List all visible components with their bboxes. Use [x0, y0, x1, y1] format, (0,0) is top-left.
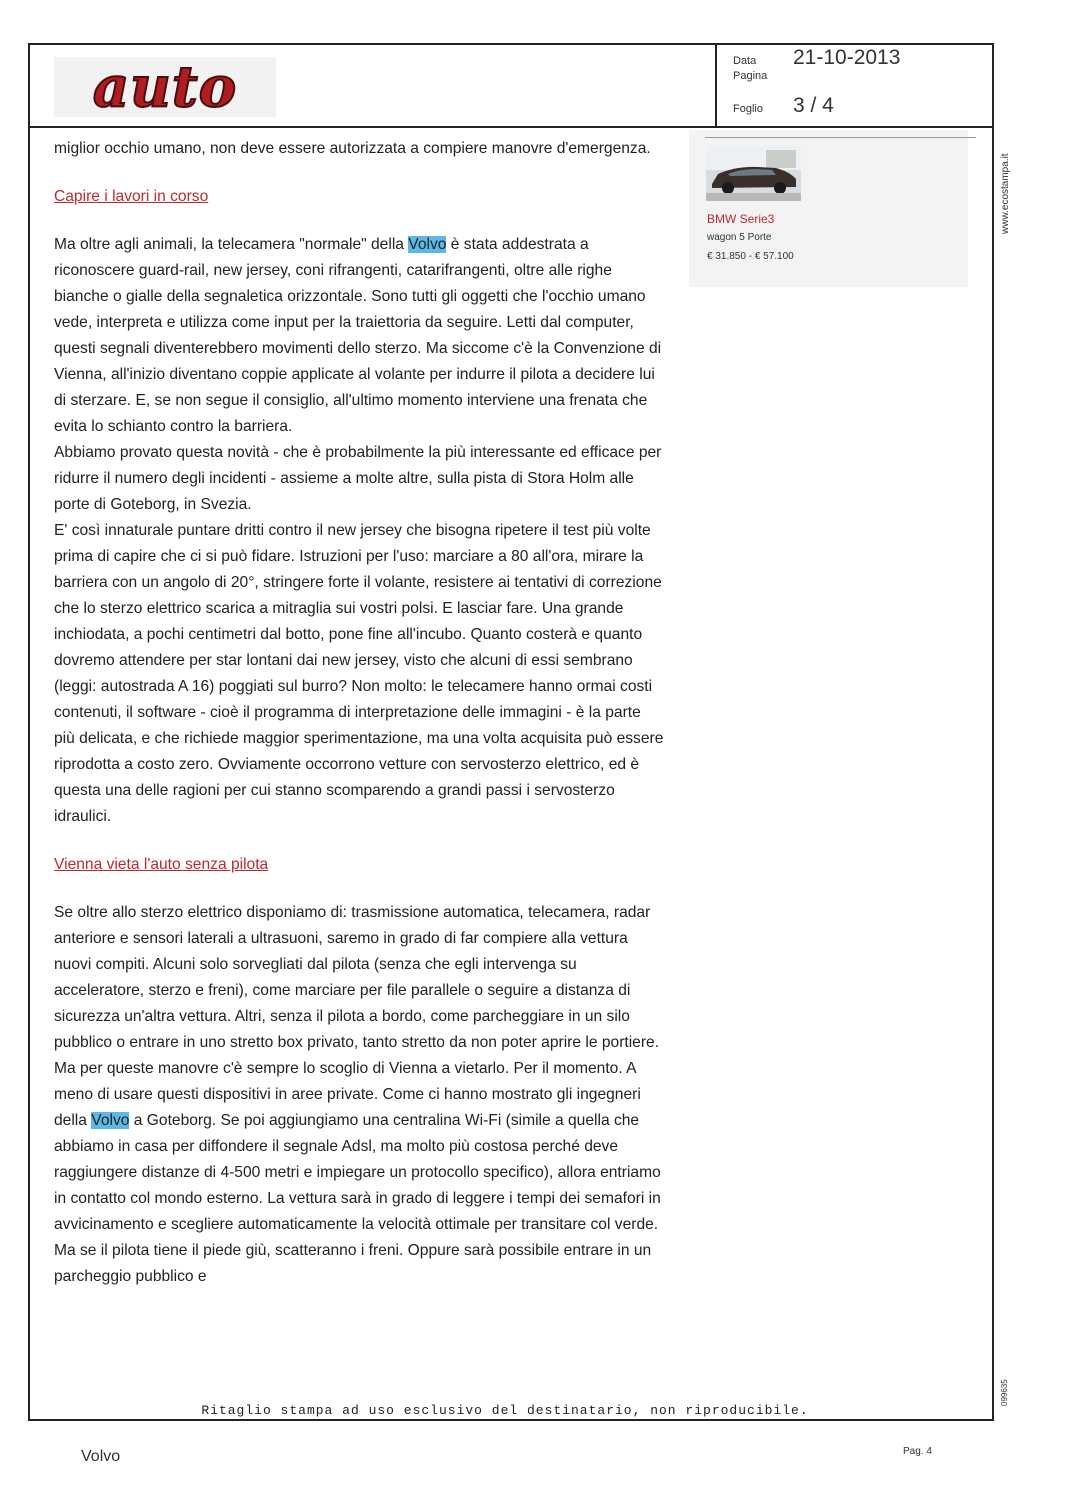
header-vertical-divider: [715, 43, 717, 128]
text-span: Ma oltre agli animali, la telecamera "normale" della: [54, 236, 409, 253]
paragraph: miglior occhio umano, non deve essere autorizzata a compiere manovre d'emergenza.: [54, 140, 651, 157]
page-row: [733, 70, 983, 94]
car-name[interactable]: BMW Serie3: [707, 212, 775, 226]
header-divider: [28, 126, 994, 128]
paragraph: E' così innaturale puntare dritti contro il new jersey che bisogna ripetere il test più volte prima di capire che ci si può fidare. Istruzioni per l'uso: marciare a 80 all'ora, mirare la barriera con un angolo di 20°, stringere forte il volante, resistere ai tentativi di correzione che lo sterzo elettrico scarica a mitraglia sui vostri polsi. E lasciar fare. Una grande inchiodata, a pochi centimetri dal botto, pone fine all'incubo. Quanto costerà e quanto dovremo attendere per star lontani dai new jersey, visto che alcuni di essi sembrano (leggi: autostrada A 16) poggiati sul burro? Non molto: le telecamere hanno ormai costi contenuti, il software - cioè il programma di interpretazione delle immagini - è la parte più delicata, e che richiede maggior sperimentazione, ma una volta acquisita può essere riprodotta a costo zero. Ovviamente occorrono vetture con servosterzo elettrico, ed è questa una delle ragioni per cui stanno scomparendo a grandi passi i servosterzo idraulici.: [54, 522, 664, 825]
section-heading: [54, 184, 664, 210]
date-row: [733, 46, 983, 70]
keyword-highlight: Volvo: [91, 1112, 130, 1129]
date-label: Data: [733, 55, 757, 67]
text-span: Se oltre allo sterzo elettrico disponiamo di: trasmissione automatica, telecamera, radar anteriore e sensori laterali a ultrasuoni, saremo in grado di far compiere alla vettura nuovi compiti. Alcuni solo sorvegliati dal pilota (senza che egli intervenga su acceleratore, sterzo e freni), come marciare per file parallele o seguire a distanza di sicurezza un'altra vettura. Altri, senza il pilota a bordo, come parcheggiare in un silo pubblico o entrare in uno stretto box privato, tanto stretto da non poter aprire le portiere. Ma per queste manovre c'è sempre lo scoglio di Vienna a vietarlo. Per il momento. A meno di usare questi dispositivi in aree private. Come ci hanno mostrato gli ingegneri della: [54, 904, 660, 1129]
sheet-label: Foglio: [733, 103, 763, 115]
sidebar-divider: [705, 137, 976, 138]
logo-text: auto: [92, 54, 238, 120]
section-heading: [54, 852, 664, 878]
page-label: Pagina: [733, 70, 768, 82]
paragraph: [54, 232, 664, 440]
clipping-code: 099635: [1000, 1379, 1009, 1406]
article-body: [54, 136, 664, 1290]
heading-text: Vienna vieta l'auto senza pilota: [54, 856, 269, 873]
site-watermark: www.ecostampa.it: [1000, 153, 1011, 235]
publication-logo: [54, 54, 276, 120]
keyword-label: Volvo: [81, 1448, 121, 1465]
car-body: wagon 5 Porte: [707, 232, 772, 243]
keyword-highlight: Volvo: [408, 236, 447, 253]
sheet-row: [733, 94, 983, 118]
date-value: 21-10-2013: [793, 46, 901, 69]
car-price: € 31.850 - € 57.100: [707, 251, 794, 262]
reproduction-notice: Ritaglio stampa ad uso esclusivo del destinatario, non riproducibile.: [201, 1403, 809, 1418]
paragraph: [54, 900, 664, 1290]
text-span: a Goteborg. Se poi aggiungiamo una centralina Wi-Fi (simile a quella che abbiamo in casa per diffondere il segnale Adsl, ma molto più costosa perché deve raggiungere distanze di 4-500 metri e impiegare un protocollo specifico), allora entriamo in contatto col mondo esterno. La vettura sarà in grado di leggere i tempi dei semafori in avvicinamento e scegliere automaticamente la velocità ottimale per transitare col verde. Ma se il pilota tiene il piede giù, scatteranno i freni. Oppure sarà possibile entrare in un parcheggio pubblico e: [54, 1112, 661, 1285]
sheet-value: 3 / 4: [793, 94, 834, 117]
car-photo: [706, 146, 801, 201]
header-meta: [733, 46, 983, 118]
page-number: Pag. 4: [903, 1446, 932, 1457]
text-span: è stata addestrata a riconoscere guard-rail, new jersey, coni rifrangenti, catarifrangenti, oltre alle righe bianche o gialle della segnaletica orizzontale. Sono tutti gli oggetti che l'occhio umano vede, interpreta e utilizza come input per la traiettoria da seguire. Letti dal computer, questi segnali diventerebbero movimenti dello sterzo. Ma siccome c'è la Convenzione di Vienna, all'inizio diventano coppie applicate al volante per indurre il pilota a decidere lui di sterzare. E, se non segue il consiglio, all'ultimo momento interviene una frenata che evita lo schianto contro la barriera.: [54, 236, 662, 435]
paragraph: Abbiamo provato questa novità - che è probabilmente la più interessante ed efficace per ridurre il numero degli incidenti - assieme a molte altre, sulla pista di Stora Holm alle porte di Goteborg, in Svezia.: [54, 444, 662, 513]
heading-text: Capire i lavori in corso: [54, 188, 209, 205]
